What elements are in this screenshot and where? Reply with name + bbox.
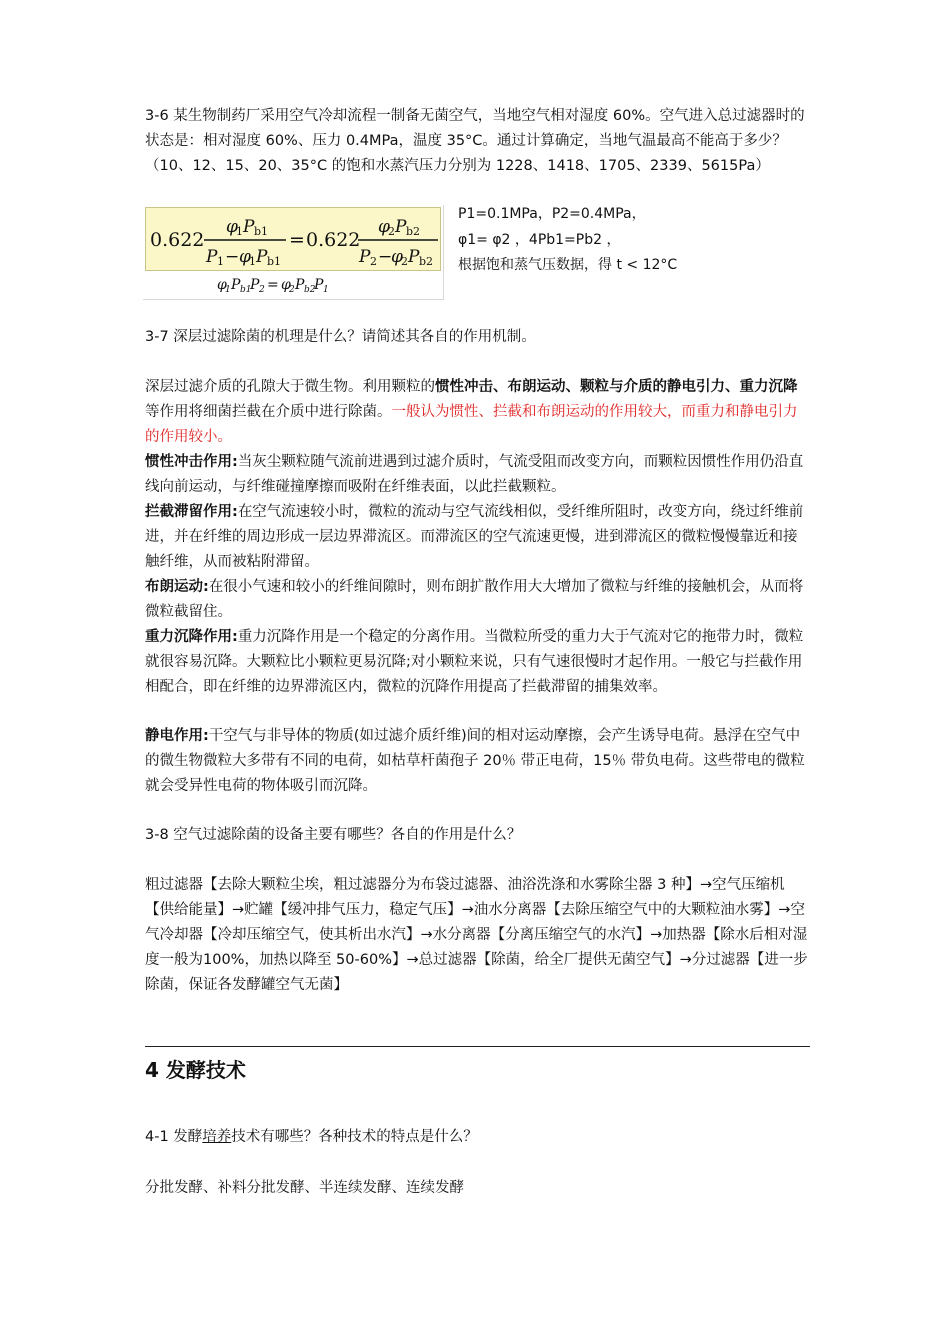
svg-text:P: P xyxy=(256,247,268,267)
svg-text:2: 2 xyxy=(401,255,408,268)
answer-3-7-intro xyxy=(145,375,810,450)
svg-text:φ: φ xyxy=(391,247,403,267)
svg-text:φ: φ xyxy=(239,247,251,267)
given-relation: φ1= φ2 ，4Pb1=Pb2 ， xyxy=(458,232,621,248)
intercept-paragraph xyxy=(145,500,810,575)
svg-text:b2: b2 xyxy=(406,225,421,238)
inertia-text: 当灰尘颗粒随气流前进遇到过滤介质时，气流受阻而改变方向，而颗粒因惯性作用仍沿直线向前运动，与纤维碰撞摩擦而吸附在纤维表面，以此拦截颗粒。 xyxy=(145,454,804,495)
svg-text:1: 1 xyxy=(236,225,243,238)
svg-text:2: 2 xyxy=(259,285,265,295)
svg-text:2: 2 xyxy=(388,225,395,238)
svg-text:P: P xyxy=(295,277,305,293)
q41-prefix: 4-1 发酵 xyxy=(145,1129,203,1145)
inertia-label: 惯性冲击作用: xyxy=(145,454,238,470)
answer-4-1: 分批发酵、补料分批发酵、半连续发酵、连续发酵 xyxy=(145,1180,464,1196)
svg-text:1: 1 xyxy=(217,255,224,268)
svg-text:P: P xyxy=(408,247,420,267)
intro-bold: 惯性冲击、布朗运动、颗粒与介质的静电引力、重力沉降 xyxy=(435,379,798,395)
question-4-1 xyxy=(145,1125,810,1150)
formula-image xyxy=(143,205,444,300)
svg-text:b1: b1 xyxy=(254,225,269,238)
brownian-label: 布朗运动: xyxy=(145,579,209,595)
svg-text:b1: b1 xyxy=(240,285,252,295)
svg-text:P: P xyxy=(250,277,260,293)
svg-text:P: P xyxy=(231,277,241,293)
svg-text:1: 1 xyxy=(249,255,256,268)
svg-text:φ: φ xyxy=(281,277,291,293)
svg-text:−: − xyxy=(225,247,240,267)
svg-text:0.622: 0.622 xyxy=(306,229,361,251)
inertia-paragraph xyxy=(145,450,810,500)
svg-text:P: P xyxy=(314,277,324,293)
svg-text:0.622: 0.622 xyxy=(150,229,205,251)
intro-highlight: 一般认为惯性、拦截和布朗运动的作用较大，而重力和静电引力的作用较小。 xyxy=(145,404,798,445)
given-pressures: P1=0.1MPa，P2=0.4MPa， xyxy=(458,206,646,222)
svg-text:P: P xyxy=(206,247,218,267)
svg-text:b2: b2 xyxy=(419,255,434,268)
svg-text:=: = xyxy=(289,229,305,251)
gravity-paragraph xyxy=(145,625,810,700)
question-3-7: 3-7 深层过滤除菌的机理是什么？请简述其各自的作用机制。 xyxy=(145,329,536,345)
electrostatic-paragraph xyxy=(145,724,810,799)
intercept-text: 在空气流速较小时，微粒的流动与空气流线相似，受纤维所阻时，改变方向，绕过纤维前进，并在纤维的周边形成一层边界滞流区。而滞流区的空气流速更慢，进到滞流区的微粒慢慢靠近和接触纤维，从而被粘附滞留。 xyxy=(145,504,804,570)
electrostatic-label: 静电作用: xyxy=(145,728,209,744)
svg-text:P: P xyxy=(359,247,371,267)
svg-text:2: 2 xyxy=(370,255,377,268)
gravity-label: 重力沉降作用: xyxy=(145,629,238,645)
svg-text:2: 2 xyxy=(289,285,295,295)
svg-text:P: P xyxy=(243,217,255,237)
q41-underlined: 培养 xyxy=(202,1129,232,1145)
result-temperature: 根据饱和蒸气压数据，得 t < 12°C xyxy=(458,257,678,273)
intro-text: 深层过滤介质的孔隙大于微生物。利用颗粒的 xyxy=(145,379,435,395)
svg-text:b2: b2 xyxy=(304,285,316,295)
svg-text:φ: φ xyxy=(378,217,390,237)
svg-text:1: 1 xyxy=(323,285,329,295)
brownian-text: 在很小气速和较小的纤维间隙时，则布朗扩散作用大大增加了微粒与纤维的接触机会，从而将微粒截留住。 xyxy=(145,579,804,620)
svg-text:φ: φ xyxy=(226,217,238,237)
svg-text:1: 1 xyxy=(225,285,231,295)
section-heading: 4 发酵技术 xyxy=(145,1058,246,1082)
intercept-label: 拦截滞留作用: xyxy=(145,504,238,520)
section-divider xyxy=(145,1046,810,1047)
svg-text:b1: b1 xyxy=(267,255,282,268)
gravity-text: 重力沉降作用是一个稳定的分离作用。当微粒所受的重力大于气流对它的拖带力时，微粒就很容易沉降。大颗粒比小颗粒更易沉降;对小颗粒来说，只有气速很慢时才起作用。一般它与拦截作用相配合，即在纤维的边界滞流区内，微粒的沉降作用提高了拦截滞留的捕集效率。 xyxy=(145,629,804,695)
svg-text:P: P xyxy=(395,217,407,237)
question-3-8: 3-8 空气过滤除菌的设备主要有哪些？各自的作用是什么？ xyxy=(145,827,522,843)
svg-text:=: = xyxy=(267,277,279,293)
question-3-6: 3-6 某生物制药厂采用空气冷却流程一制备无菌空气，当地空气相对湿度 60%。空气进入总过滤器时的状态是：相对湿度 60%、压力 0.4MPa，温度 35°C。通过计算确定，当地气温最高不能高于多少？（10、12、15、20、35°C 的饱和水蒸汽压力分别为 1228、1418、1705、2339、5615Pa） xyxy=(145,108,805,174)
answer-3-8: 粗过滤器【去除大颗粒尘埃，粗过滤器分为布袋过滤器、油浴洗涤和水雾除尘器 3 种】→空气压缩机【供给能量】→贮罐【缓冲排气压力，稳定气压】→油水分离器【去除压缩空气中的大颗粒油水雾】→空气冷却器【冷却压缩空气，使其析出水汽】→水分离器【分离压缩空气的水汽】→加热器【除水后相对湿度一般为100%，加热以降至 50-60%】→总过滤器【除菌，给全厂提供无菌空气】→分过滤器【进一步除菌，保证各发酵罐空气无菌】 xyxy=(145,877,808,993)
brownian-paragraph xyxy=(145,575,810,625)
electrostatic-text: 干空气与非导体的物质(如过滤介质纤维)间的相对运动摩擦，会产生诱导电荷。悬浮在空气中的微生物微粒大多带有不同的电荷，如枯草杆菌孢子 20％ 带正电荷，15％ 带负电荷。这些带电的微粒就会受异性电荷的物体吸引而沉降。 xyxy=(145,728,805,794)
svg-text:−: − xyxy=(378,247,393,267)
q41-suffix: 技术有哪些？各种技术的特点是什么？ xyxy=(231,1129,478,1145)
formula-simplified xyxy=(145,271,439,297)
intro-text-2: 等作用将细菌拦截在介质中进行除菌。 xyxy=(145,404,392,420)
formula-equation xyxy=(145,207,441,271)
svg-text:φ: φ xyxy=(217,277,227,293)
